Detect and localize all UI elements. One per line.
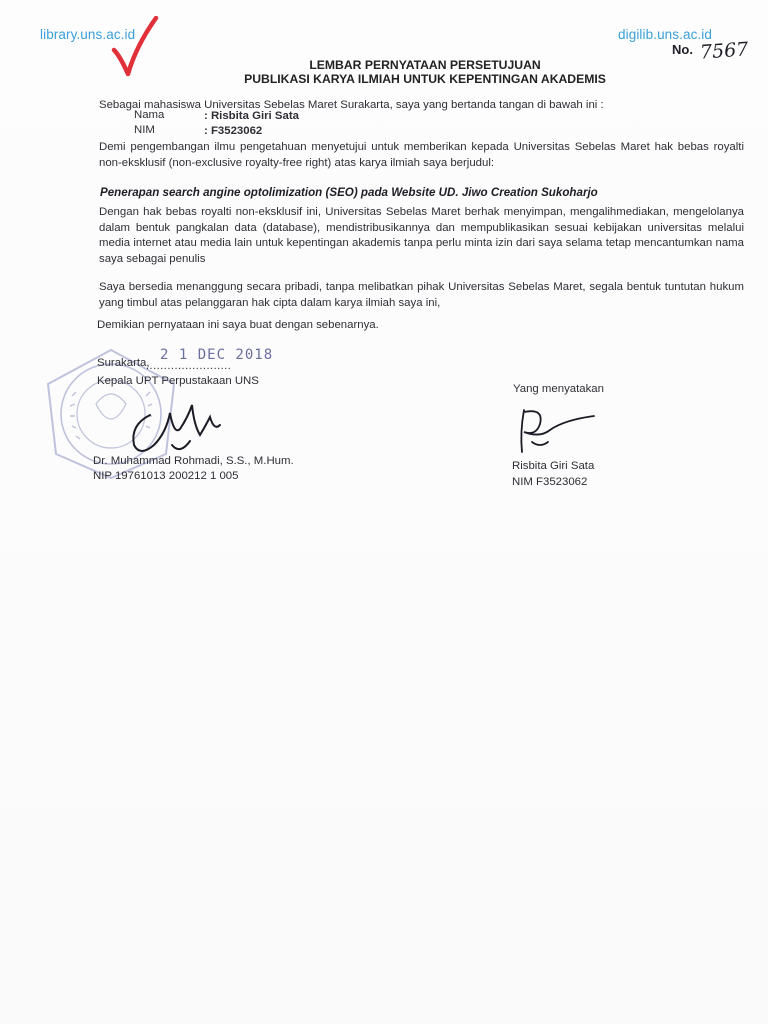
check-mark-icon [110, 16, 160, 80]
paragraph-license: Demi pengembangan ilmu pengetahuan menyetujui untuk memberikan kepada Universitas Sebelas Maret hak bebas royalti non-eksklusif (non-exclusive royalty-free right) atas karya ilmiah saya berjudul: [99, 141, 744, 169]
closing-statement: Demikian pernyataan ini saya buat dengan sebenarnya. [97, 319, 379, 331]
nim-label: NIM [134, 124, 155, 136]
document-number-value: 7567 [699, 38, 750, 64]
date-stamp: 2 1 DEC 2018 [160, 347, 274, 363]
watermark-right: digilib.uns.ac.id [618, 27, 713, 42]
signing-place: Surakarta, [97, 357, 150, 369]
right-signature-icon [510, 402, 610, 462]
left-signer-name: Dr. Muhammad Rohmadi, S.S., M.Hum. [93, 455, 294, 467]
document-number-label: No. [672, 42, 693, 57]
right-signer-role: Yang menyatakan [513, 383, 604, 395]
paragraph-rights: Dengan hak bebas royalti non-eksklusif ini, Universitas Sebelas Maret berhak menyimpan, mengalihmediakan, mengelolanya dalam bentuk pangkalan data (database), mendistribusikannya dan mempublikasikan sesuai kebijakan universitas melalui media internet atau media lain untuk kepentingan akademis tanpa perlu minta izin dari saya selama tetap mencantumkan nama saya sebagai penulis [99, 206, 744, 265]
date-dotted-line: ........................ [146, 360, 232, 372]
name-label: Nama [134, 109, 165, 121]
paragraph-liability: Saya bersedia menanggung secara pribadi, tanpa melibatkan pihak Universitas Sebelas Maret, segala bentuk tuntutan hukum yang timbul atas pelanggaran hak cipta dalam karya ilmiah saya ini, [99, 281, 744, 309]
name-value: : Risbita Giri Sata [204, 110, 299, 122]
left-signer-role: Kepala UPT Perpustakaan UNS [97, 375, 259, 387]
right-signer-nim: NIM F3523062 [512, 476, 588, 488]
document-title-line1: LEMBAR PERNYATAAN PERSETUJUAN [309, 58, 541, 72]
right-signer-name: Risbita Giri Sata [512, 460, 595, 472]
document-title-line2: PUBLIKASI KARYA ILMIAH UNTUK KEPENTINGAN AKADEMIS [244, 72, 606, 86]
nim-value: : F3523062 [204, 125, 263, 137]
left-signer-nip: NIP 19761013 200212 1 005 [93, 470, 239, 482]
work-title: Penerapan search angine optolimization (SEO) pada Website UD. Jiwo Creation Sukoharjo [100, 186, 598, 199]
intro-text: Sebagai mahasiswa Universitas Sebelas Maret Surakarta, saya yang bertanda tangan di bawah ini : [99, 99, 604, 111]
watermark-left: library.uns.ac.id [40, 27, 136, 42]
